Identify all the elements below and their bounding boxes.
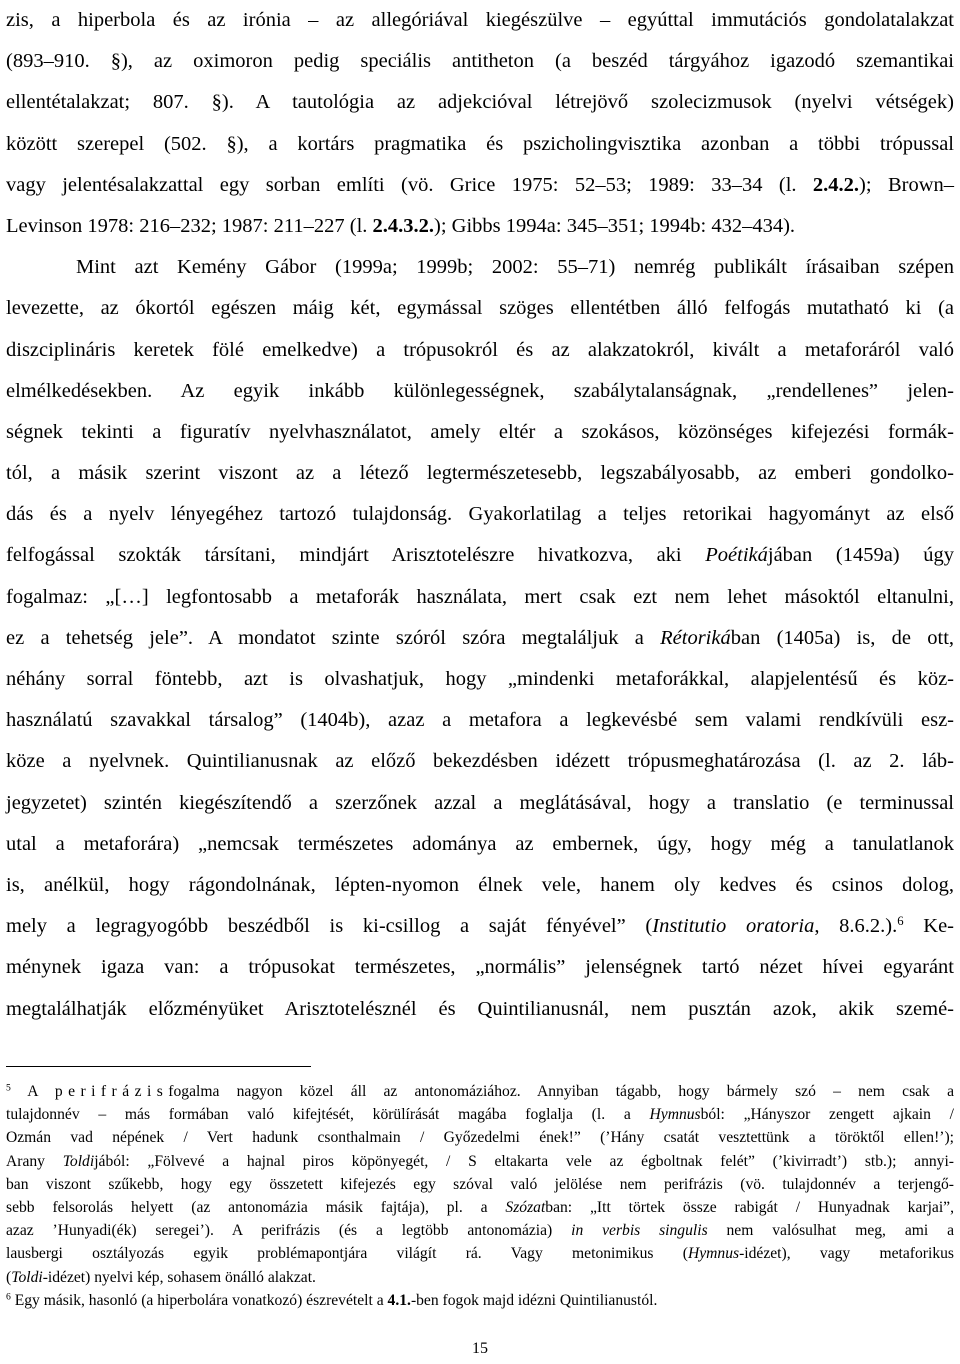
text-line: (893–910. §), az oximoron pedig speciális antitheton (a beszéd tárgyához igazodó szemantikai bbox=[6, 50, 954, 73]
section-reference: 2.4.3.2. bbox=[372, 214, 435, 237]
page-number: 15 bbox=[472, 1340, 488, 1357]
footnote-line: Ozmán vad népének / Vert hadunk csonthalmain / Győzedelmi ének!” (’Hány csatát vesztettünk a töröktől ellen!’); bbox=[6, 1129, 954, 1147]
section-reference: 4.1. bbox=[387, 1291, 411, 1309]
footnote-marker: 6 bbox=[897, 914, 904, 929]
spaced-term: perifrázis bbox=[54, 1083, 169, 1100]
text-line: zis, a hiperbola és az irónia – az allegóriával kiegészülve – egyúttal immutációs gondolatalakzat bbox=[6, 9, 954, 31]
footnotes bbox=[6, 1080, 954, 1312]
text-line: Levinson 1978: 216–232; 1987: 211–227 (l. 2.4.3.2.); Gibbs 1994a: 345–351; 1994b: 432–434). bbox=[6, 214, 796, 237]
work-title: Toldi bbox=[11, 1268, 43, 1286]
work-title: Hymnus bbox=[649, 1106, 701, 1124]
text-line: elmélkedésekben. Az egyik inkább különlegességnek, szabálytalanságnak, „rendellenes” jelen- bbox=[6, 379, 954, 402]
latin-phrase: in verbis singulis bbox=[571, 1222, 708, 1240]
text-line: között szerepel (502. §), a kortárs pragmatika és pszicholingvisztika azonban a többi trópussal bbox=[6, 132, 954, 155]
body-text bbox=[6, 0, 954, 1030]
text-line: tól, a másik szerint viszont az a létező legtermészetesebb, legszabályosabb, az emberi gondolko- bbox=[6, 462, 954, 485]
work-title: Rétoriká bbox=[660, 626, 731, 649]
work-title: Szózat bbox=[505, 1198, 546, 1216]
text-line: ménynek igaza van: a trópusokat természetes, „normális” jelenségnek tartó nézet hívei egyaránt bbox=[6, 956, 954, 979]
footnote-line: $^5$ A perifrázisfogalma nagyon közel áll az antonomáziához. Annyiban tágabb, hogy bármely szó – nem csak a bbox=[6, 1082, 954, 1100]
text-line: ez a tehetség jele”. A mondatot szinte szóról szóra megtaláljuk a Rétorikában (1405a) is, de ott, bbox=[6, 626, 955, 649]
text-line: ségnek tekinti a figuratív nyelvhasználatot, amely eltér a szokásos, közönséges kifejezési formák- bbox=[6, 420, 954, 443]
text-line: megtalálhatják előzményüket Arisztotelésznél és Quintilianusnál, nem pusztán azok, akik szemé- bbox=[6, 997, 954, 1020]
footnote-line: azaz ’Hunyadi(ék) seregei’). A perifrázis (és a legtöbb antonomázia) in verbis singulis nem valósulhat meg, ami a bbox=[6, 1222, 954, 1240]
text-line: utal a metaforára) „nemcsak természetes adománya az embernek, úgy, hogy még a tanulatlanok bbox=[6, 832, 954, 855]
work-title: Poétiká bbox=[705, 544, 768, 567]
text-line: levezette, az ókortól egészen máig két, egymással szöges ellentétben álló felfogás mutatható ki (a bbox=[6, 297, 954, 320]
footnote-6: $^6$ Egy másik, hasonló (a hiperbolára vonatkozó) észrevételt a 4.1.-ben fogok majd idézni Quintilianustól. bbox=[6, 1291, 658, 1309]
text-line: használatú szavakkal társalog” (1404b), azaz a metafora a legkevésbé sem valami rendkívüli esz- bbox=[6, 709, 954, 732]
footnote-line: ban viszont szűkebb, hogy egy összetett kifejezés egy szóval való jelölése nem perifrázis (vö. tulajdonnév a terjengő- bbox=[6, 1175, 954, 1193]
footnote-separator bbox=[6, 1066, 311, 1067]
text-line: fogalmaz: „[…] legfontosabb a metaforák használata, mert csak ezt nem lehet másoktól eltanulni, bbox=[6, 585, 954, 608]
paragraph-start-line: Mint azt Kemény Gábor (1999a; 1999b; 2002: 55–71) nemrég publikált írásaiban szépen bbox=[76, 256, 954, 279]
text-line: felfogással szokták társítani, mindjárt Arisztotelészre hivatkozva, aki Poétikájában (1459a) úgy bbox=[6, 544, 954, 567]
text-line: is, anélkül, hogy rágondolnának, lépten-nyomon élnek vele, hanem oly kedves és csinos dolog, bbox=[6, 873, 954, 896]
text-line: jegyzetet) szintén kiegészítendő a szerzőnek azzal a meglátásával, hogy a translatio (e terminussal bbox=[6, 791, 954, 814]
footnote-line: tulajdonnév – más formában való kifejtését, körülírását magába foglalja (l. a Hymnusból: „Hányszor zengett ajkain / bbox=[6, 1106, 954, 1124]
section-reference: 2.4.2. bbox=[812, 173, 860, 196]
text-line: néhány sorral föntebb, azt is olvashatjuk, hogy „mindenki metaforákkal, alapjelentésű és köz- bbox=[6, 668, 954, 690]
text-line: köze a nyelvnek. Quintilianusnak az előző bekezdésben idézett trópusmeghatározása (l. az 2. láb- bbox=[6, 750, 954, 773]
footnote-number: 6 bbox=[6, 1291, 11, 1303]
text-line: vagy jelentésalakzattal egy sorban említi (vö. Grice 1975: 52–53; 1989: 33–34 (l. 2.4.2.); Brown– bbox=[6, 173, 954, 196]
work-title: Institutio oratoria bbox=[652, 915, 815, 938]
footnote-line: (Toldi-idézet) nyelvi kép, sohasem önálló alakzat. bbox=[6, 1268, 316, 1286]
footnote-line: Arany Toldijából: „Fölvevé a hajnal piros köpönyegét, / S eltakarta vele az égboltnak felét” (’kivirradt’) stb.); annyi- bbox=[6, 1152, 954, 1170]
work-title: Toldi bbox=[62, 1152, 95, 1170]
text-line: mely a legragyogóbb beszédből is ki-csillog a saját fényével” (Institutio oratoria, 8.6.2.).$^6$ Ke- bbox=[6, 914, 954, 938]
text-line: ellentétalakzat; 807. §). A tautológia az adjekcióval létrejövő szolecizmusok (nyelvi vétségek) bbox=[6, 91, 954, 114]
footnote-number: 5 bbox=[6, 1082, 11, 1094]
footnote-line: sebb felsorolás helyett (az antonomázia másik fajtája), pl. a Szózatban: „Itt törtek össze rabigát / Hunyadnak karjai”, bbox=[6, 1198, 954, 1216]
footnote-line: lausbergi osztályozás egyik problémapontjára világít rá. Vagy metonimikus (Hymnus-idézet), vagy metaforikus bbox=[6, 1245, 954, 1263]
work-title: Hymnus bbox=[687, 1245, 740, 1263]
document-page bbox=[6, 0, 955, 1357]
text-line: dás és a nyelv lényegéhez tartozó tulajdonság. Gyakorlatilag a teljes retorikai hagyományt az első bbox=[6, 503, 954, 526]
text-line: diszciplináris keretek fölé emelkedve) a trópusokról és az alakzatokról, kivált a metaforáról való bbox=[6, 338, 954, 361]
